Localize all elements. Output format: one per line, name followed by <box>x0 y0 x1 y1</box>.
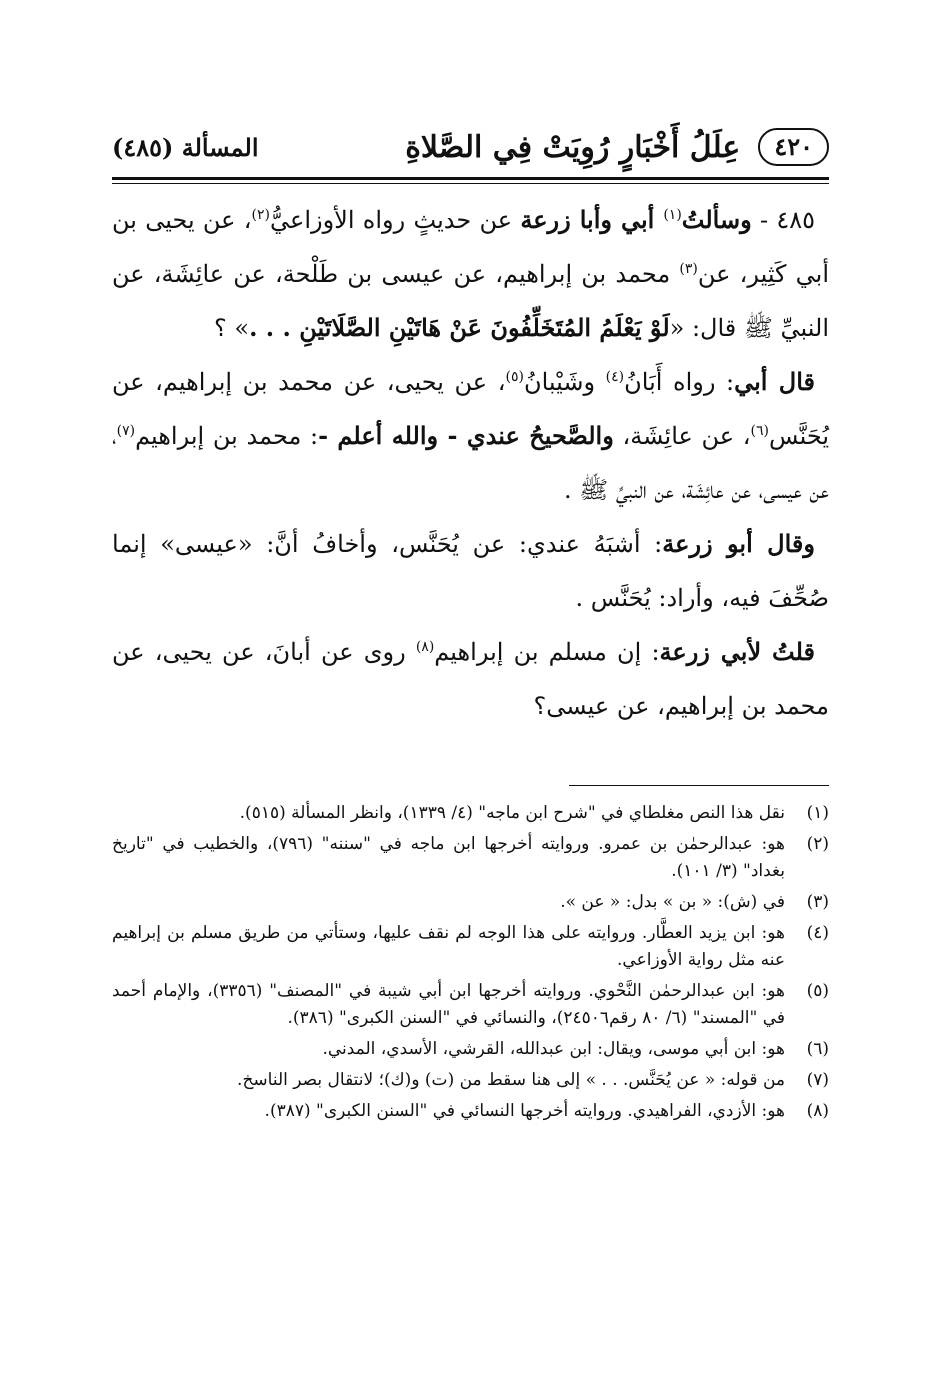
main-text <box>112 193 829 733</box>
footnote-number: (١) <box>806 803 829 823</box>
paragraph-abi-answer <box>112 355 829 517</box>
footnote-text: هو: ابن عبدالرحمٰن النَّحْوي. وروايته أخرجها ابن أبي شيبة في "المصنف" (٣٣٥٦)، والإمام أحمد في "المسند" (٦/ ٨٠ رقم٢٤٥٠٦)، والنسائي في "السنن الكبرى" (٣٨٦). <box>112 981 786 1028</box>
body-text: وشَيْبانُ <box>523 368 606 396</box>
footnote <box>112 800 829 827</box>
footnote-ref: (٧) <box>116 423 136 439</box>
body-text: ، عن يحيى بن أبي كَثِير، عن <box>112 206 829 288</box>
body-text: محمد بن إبراهيم، عن عيسى بن طَلْحة، عن عائِشَة، عن النبيِّ ﷺ قال: « <box>112 260 829 342</box>
footnote-number: (٢) <box>806 834 829 854</box>
footnote-ref: (٨) <box>415 639 435 655</box>
body-text: : أشبَهُ عندي: عن يُحَنَّس، وأخافُ أنَّ: «عيسى» إنما صُحِّفَ فيه، وأراد: يُحَنَّس . <box>112 530 829 612</box>
footnote-text: هو: الأزدي، الفراهيدي. وروايته أخرجها النسائي في "السنن الكبرى" (٣٨٧). <box>264 1101 785 1121</box>
bold-text: أبي وأبا زرعة <box>520 205 664 234</box>
footnote <box>112 889 829 916</box>
header-rule-thin <box>112 183 829 184</box>
body-text: : رواه أَبَانُ <box>624 368 735 396</box>
header-rule-thick <box>112 177 829 180</box>
issue-label: المسألة (٤٨٥) <box>112 132 259 162</box>
footnote-ref: (٣) <box>679 261 698 277</box>
issue-number-text: ٤٨٥ - <box>751 206 816 234</box>
paragraph-question <box>112 193 829 355</box>
footnote-ref: (١) <box>663 207 682 223</box>
body-text: ، عن عائِشَة، <box>613 422 751 450</box>
speaker-label: قال أبي <box>734 367 816 396</box>
footnote <box>112 1098 829 1125</box>
footnote <box>112 831 829 885</box>
footnote-ref: (٦) <box>750 423 769 439</box>
body-text: ، عن يحيى، عن محمد بن إبراهيم، عن يُحَنَّس <box>112 368 829 450</box>
footnote-number: (٨) <box>806 1101 829 1121</box>
book-title: عِلَلُ أَخْبَارٍ رُوِيَتْ فِي الصَّلاةِ <box>405 129 741 165</box>
paragraph-abu-zura <box>112 517 829 625</box>
footnote-text: هو: ابن يزيد العطَّار. وروايته على هذا الوجه لم نقف عليها، وستأتي من طريق مسلم بن إبراهيم عنه مثل رواية الأوزاعي. <box>112 923 785 970</box>
footnote <box>112 920 829 974</box>
footnote-text: هو: عبدالرحمٰن بن عمرو. وروايته أخرجها ابن ماجه في "سننه" (٧٩٦)، والخطيب في "تاريخ بغداد" (٣/ ١٠١). <box>112 834 785 881</box>
hadith-text: لَوْ يَعْلَمُ المُتَخَلِّفُونَ عَنْ هَاتَيْنِ الصَّلَاتَيْنِ . . . <box>249 313 670 342</box>
footnote <box>112 978 829 1032</box>
footnote-number: (٤) <box>806 923 829 943</box>
footnote-ref: (٢) <box>251 207 270 223</box>
body-text: روى عن أبانَ، عن يحيى، عن محمد بن إبراهيم، عن عيسى؟ <box>112 638 829 720</box>
page-number-badge: ٤٢٠ <box>758 128 829 166</box>
footnote-ref: (٤) <box>605 369 625 385</box>
footnote-text: نقل هذا النص مغلطاي في "شرح ابن ماجه" (٤/ ١٣٣٩)، وانظر المسألة (٥١٥). <box>239 803 785 823</box>
footnote-separator <box>569 785 829 786</box>
body-text: عن حديثٍ رواه الأوزاعيُّ <box>270 206 521 234</box>
footnote-number: (٥) <box>806 981 829 1001</box>
body-text: : محمد بن إبراهيم <box>135 422 319 450</box>
body-text: » ؟ <box>214 314 250 342</box>
footnote <box>112 1036 829 1063</box>
footnote-text: من قوله: « عن يُحَنَّس. . . » إلى هنا سقط من (ت) و(ك)؛ لانتقال بصر الناسخ. <box>237 1070 785 1090</box>
footnote <box>112 1067 829 1094</box>
speaker-label: وقال أبو زرعة <box>662 529 815 558</box>
footnote-ref: (٥) <box>505 369 524 385</box>
speaker-label: قلتُ لأبي زرعة <box>659 637 816 666</box>
bold-text: والصَّحيحُ عندي - والله أعلم - <box>318 421 614 450</box>
footnote-text: في (ش): « بن » بدل: « عن ». <box>560 892 785 912</box>
footnote-text: هو: ابن أبي موسى، ويقال: ابن عبدالله، القرشي، الأسدي، المدني. <box>322 1039 785 1059</box>
footnote-number: (٦) <box>806 1039 829 1059</box>
header-title-group <box>405 128 829 166</box>
body-text: ، عن عيسى، عن عائِشَة، عن النبيِّ ﷺ . <box>112 422 829 504</box>
footnote-number: (٣) <box>806 892 829 912</box>
body-text: : إن مسلم بن إبراهيم <box>434 638 660 666</box>
page-header <box>112 120 829 174</box>
bold-text: وسألتُ <box>681 205 752 234</box>
footnotes <box>112 800 829 1129</box>
paragraph-question-abu-zura <box>112 625 829 733</box>
footnote-number: (٧) <box>806 1070 829 1090</box>
